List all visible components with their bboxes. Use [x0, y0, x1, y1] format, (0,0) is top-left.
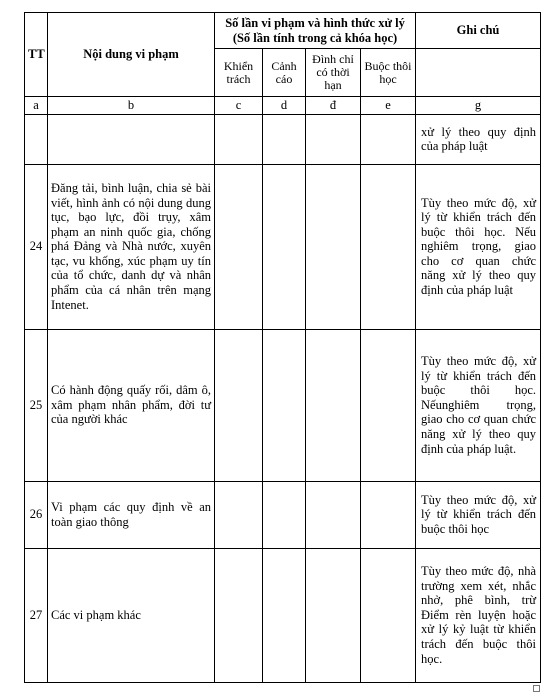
cell-canh-cao: [263, 548, 306, 682]
cell-khien-trach: [215, 329, 263, 481]
violation-table: [24, 12, 541, 683]
row-note: Tùy theo mức độ, nhà trường xem xét, nhắc nhở, phê bình, trừ Điểm rèn luyện hoặc xử lý kỷ luật từ khiển trách đến buộc thôi học.: [416, 548, 541, 682]
row-content: [48, 114, 215, 164]
cell-canh-cao: [263, 164, 306, 329]
header-dinh-chi: Đình chỉ có thời hạn: [306, 49, 361, 97]
cell-khien-trach: [215, 548, 263, 682]
row-tt: 25: [25, 329, 48, 481]
header-content: Nội dung vi phạm: [48, 13, 215, 97]
row-note: xử lý theo quy định của pháp luật: [416, 114, 541, 164]
table-row: [25, 329, 541, 481]
header-penalty-title-1: Số lần vi phạm và hình thức xử lý: [225, 15, 405, 30]
row-tt: 27: [25, 548, 48, 682]
row-tt: 24: [25, 164, 48, 329]
letter-dd: đ: [306, 97, 361, 115]
row-note: Tùy theo mức độ, xử lý từ khiển trách đến buộc thôi học. Nếu nghiêm trọng, giao cho cơ quan chức năng xử lý theo quy định của pháp luật: [416, 164, 541, 329]
cell-buoc-thoi-hoc: [361, 114, 416, 164]
resize-handle-icon: [533, 685, 540, 692]
row-note: Tùy theo mức độ, xử lý từ khiển trách đến buộc thôi học: [416, 481, 541, 548]
table-row: [25, 164, 541, 329]
cell-buoc-thoi-hoc: [361, 548, 416, 682]
cell-buoc-thoi-hoc: [361, 164, 416, 329]
cell-dinh-chi: [306, 329, 361, 481]
letter-c: c: [215, 97, 263, 115]
letter-a: a: [25, 97, 48, 115]
header-notes: Ghi chú: [416, 13, 541, 49]
header-khien-trach: Khiển trách: [215, 49, 263, 97]
header-penalty-group: [215, 13, 416, 49]
cell-khien-trach: [215, 114, 263, 164]
letter-e: e: [361, 97, 416, 115]
table-row: [25, 114, 541, 164]
row-content: Các vi phạm khác: [48, 548, 215, 682]
cell-canh-cao: [263, 481, 306, 548]
table-row: [25, 481, 541, 548]
table-row: [25, 548, 541, 682]
header-notes-blank: [416, 49, 541, 97]
cell-dinh-chi: [306, 164, 361, 329]
row-tt: 26: [25, 481, 48, 548]
row-note: Tùy theo mức độ, xử lý từ khiển trách đến buộc thôi học. Nếunghiêm trọng, giao cho cơ quan chức năng xử lý theo quy định của pháp luật.: [416, 329, 541, 481]
cell-dinh-chi: [306, 548, 361, 682]
letter-d: d: [263, 97, 306, 115]
header-penalty-title-2: (Số lần tính trong cả khóa học): [232, 30, 398, 45]
row-content: Đăng tải, bình luận, chia sẻ bài viết, hình ảnh có nội dung dung tục, bạo lực, đồi trụy, xâm phạm an ninh quốc gia, chống phá Đảng và Nhà nước, xuyên tạc, vu khống, xúc phạm uy tín của tổ chức, danh dự và nhân phẩm của cá nhân trên mạng Intenet.: [48, 164, 215, 329]
cell-canh-cao: [263, 329, 306, 481]
row-content: Vi phạm các quy định về an toàn giao thông: [48, 481, 215, 548]
column-letter-row: [25, 97, 541, 115]
header-buoc-thoi-hoc: Buộc thôi học: [361, 49, 416, 97]
row-tt: [25, 114, 48, 164]
letter-b: b: [48, 97, 215, 115]
cell-khien-trach: [215, 164, 263, 329]
cell-buoc-thoi-hoc: [361, 329, 416, 481]
row-content: Có hành động quấy rối, dâm ô, xâm phạm nhân phẩm, đời tư của người khác: [48, 329, 215, 481]
header-canh-cao: Cảnh cáo: [263, 49, 306, 97]
header-tt: TT: [25, 13, 48, 97]
cell-dinh-chi: [306, 114, 361, 164]
cell-buoc-thoi-hoc: [361, 481, 416, 548]
cell-dinh-chi: [306, 481, 361, 548]
letter-g: g: [416, 97, 541, 115]
cell-khien-trach: [215, 481, 263, 548]
cell-canh-cao: [263, 114, 306, 164]
